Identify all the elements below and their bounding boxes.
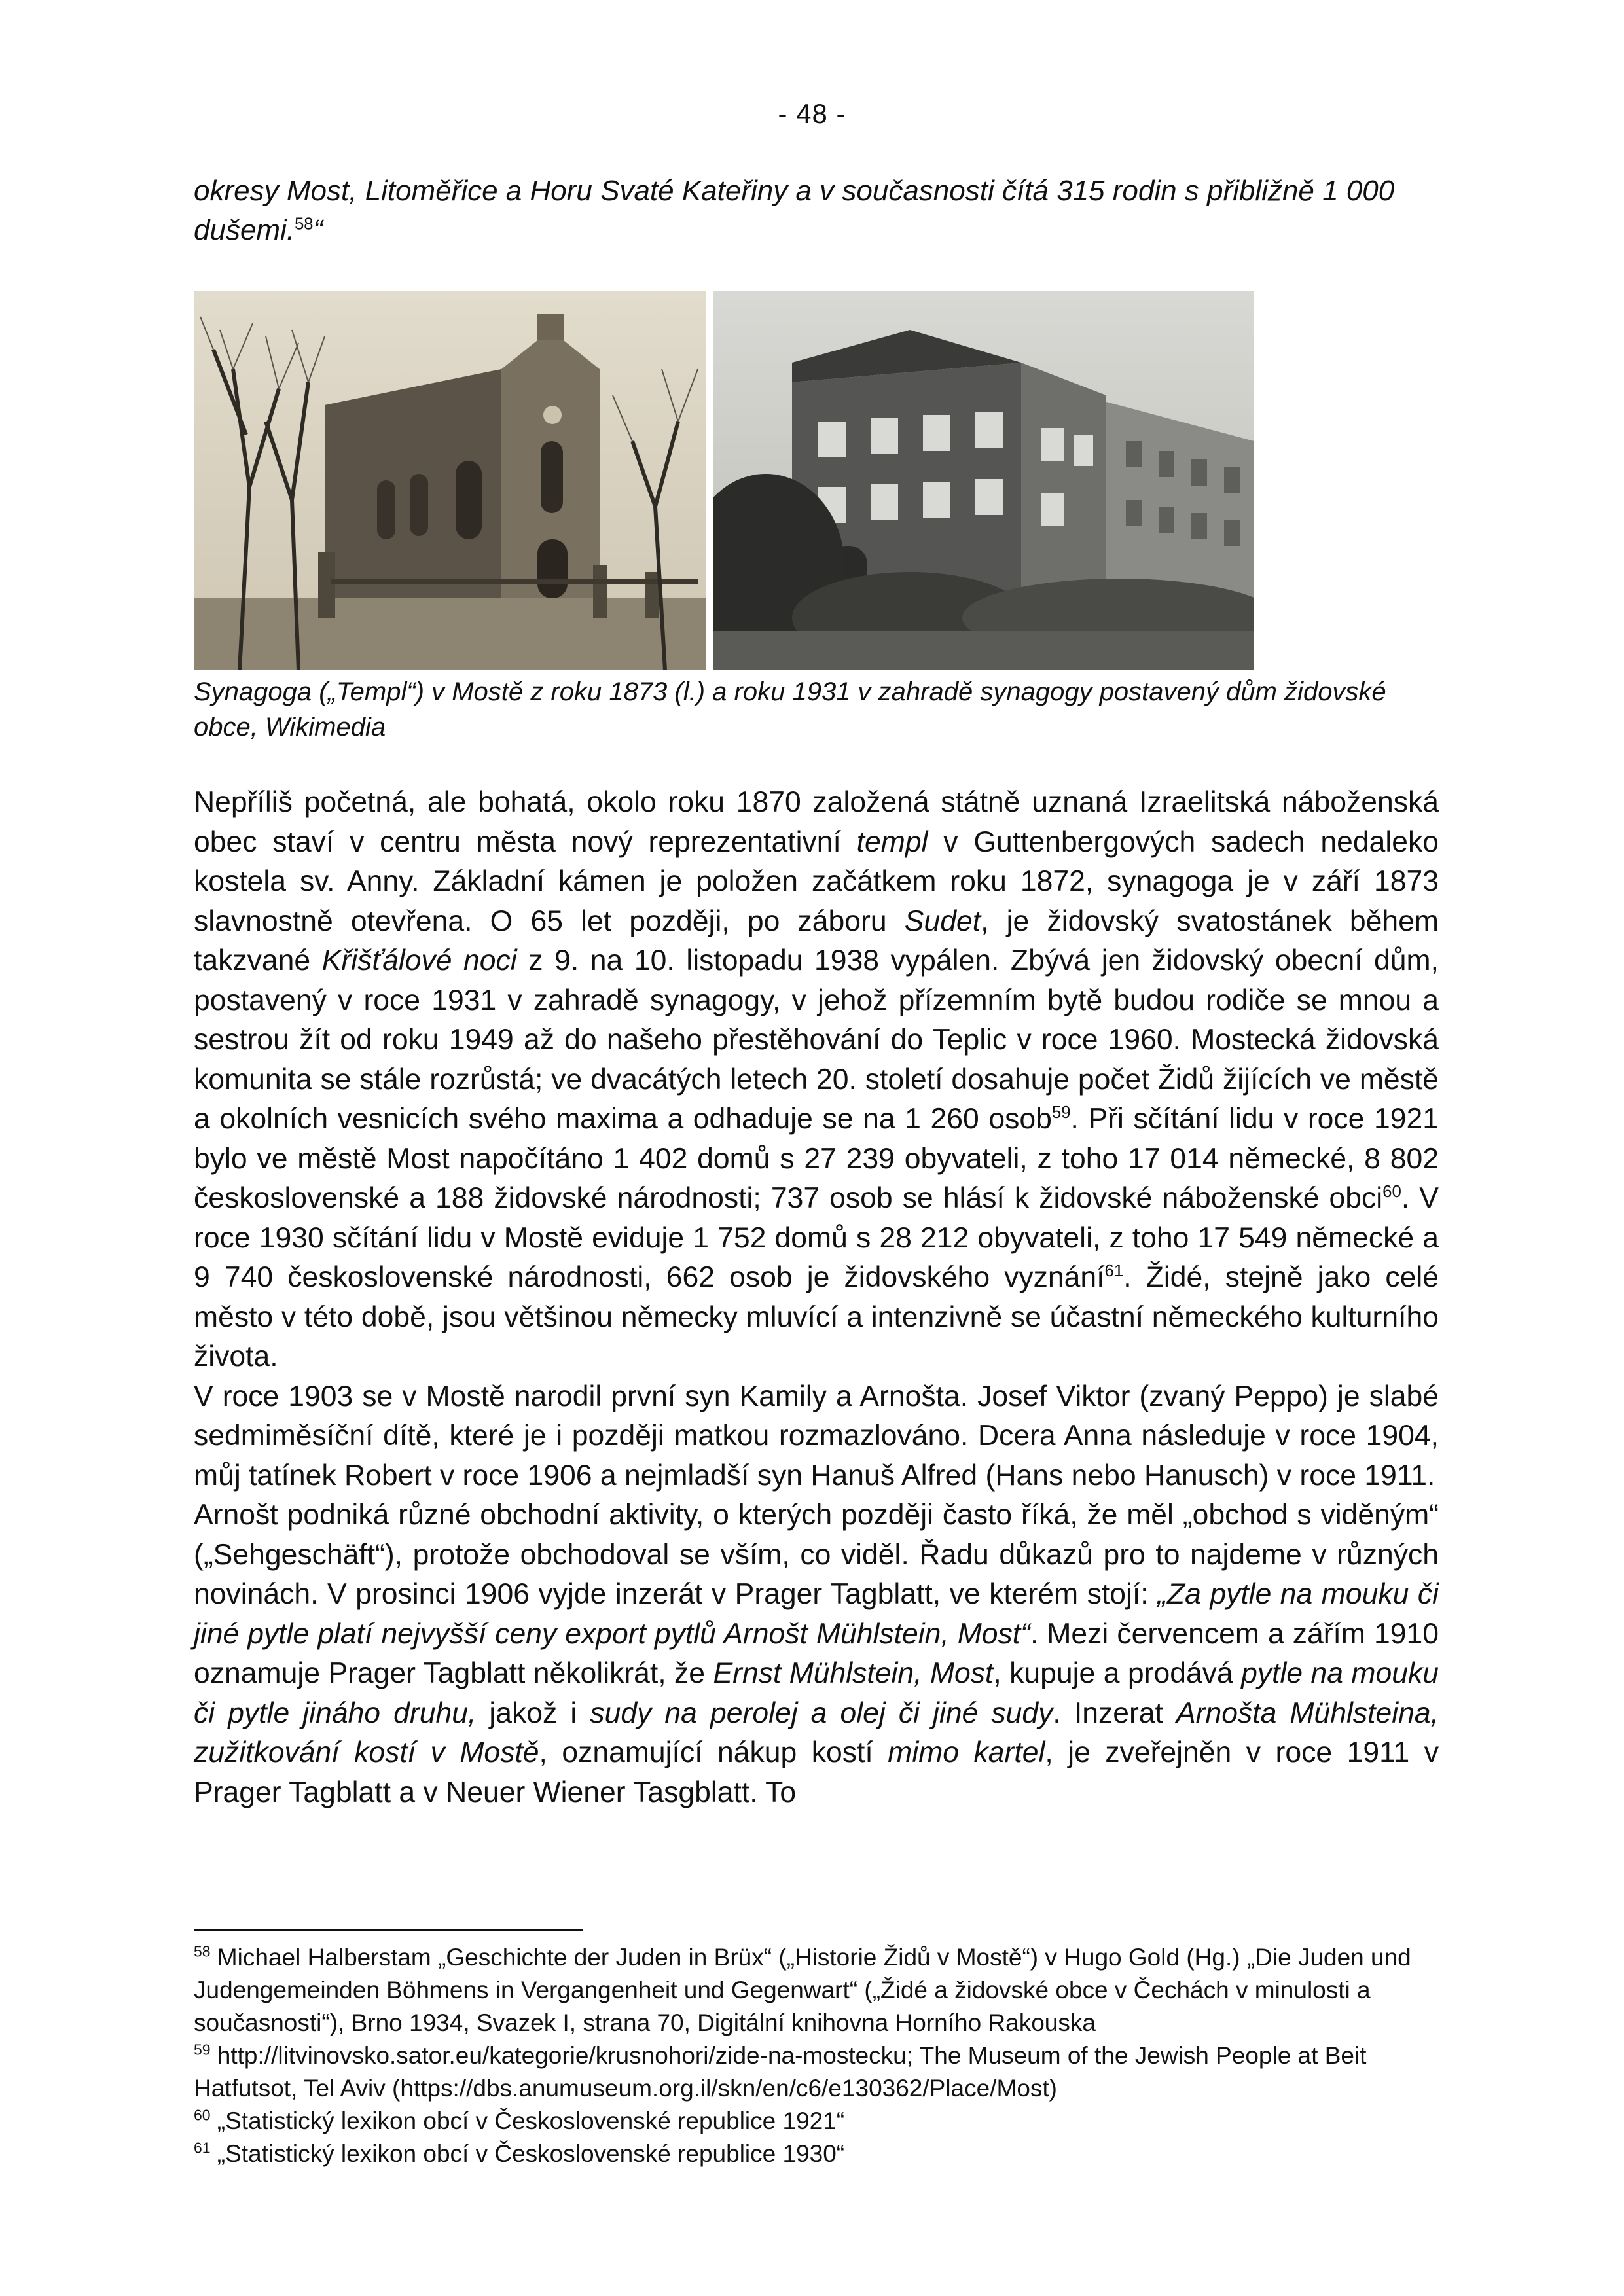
text-run: . Inzerat: [1053, 1696, 1176, 1729]
footnote-text: „Statistický lexikon obcí v Československé republice 1921“: [210, 2108, 845, 2134]
emphasis-mimo-kartel: mimo kartel: [888, 1736, 1045, 1768]
text-run: . V roce 1930 sčítání lidu v Mostě eviduje 1 752 domů s 28 212 obyvateli, z toho 17 549 německé a 9 740 československé národnosti, 662 osob je židovského vyznání: [194, 1182, 1439, 1293]
text-run: , kupuje a prodává: [993, 1657, 1242, 1689]
text-run: , je židovský svatostánek během takzvané: [194, 905, 1439, 977]
emphasis-ernst-muhlstein: Ernst Mühlstein, Most: [713, 1657, 994, 1689]
text-run: jakož i: [476, 1696, 590, 1729]
footnote-ref-58: 58: [295, 215, 314, 234]
paragraph-synagogue-history: [194, 783, 1439, 1377]
paragraph-business: [194, 1496, 1439, 1812]
text-run: Nepříliš početná, ale bohatá, okolo roku 1870 založená státně uznaná Izraelitská náboženská obec staví v centru města nový reprezentativní: [194, 786, 1439, 858]
footnote-number: 58: [194, 1943, 211, 1960]
intro-text: okresy Most, Litoměřice a Horu Svaté Kateřiny a v současnosti čítá 315 rodin s přibližně 1 000 dušemi.: [194, 175, 1395, 246]
synagogue-photo: [194, 291, 706, 670]
emphasis-inzerat: Arnošta Mühlsteina, zužitkování kostí v Mostě: [194, 1696, 1439, 1768]
figure-caption: Synagoga („Templ“) v Mostě z roku 1873 (l.) a roku 1931 v zahradě synagogy postavený dům židovské obce, Wikimedia: [194, 677, 1386, 742]
emphasis-pytle: pytle na mouku či pytle jináho druhu,: [194, 1657, 1439, 1729]
footnote-ref-60: 60: [1382, 1183, 1401, 1202]
text-run: . Mezi červencem a zářím 1910 oznamuje Prager Tagblatt několikrát, že: [194, 1617, 1439, 1689]
community-house-photo-illustration: [713, 291, 1254, 670]
text-run: Arnošt podniká různé obchodní aktivity, o kterých později často říká, že měl „obchod s viděným“ („Sehgeschäft“), protože obchodoval se vším, co viděl. Řadu důkazů pro to najdeme v různých novinách. V prosinci 1906 vyjde inzerát v Prager Tagblatt, ve kterém stojí:: [194, 1499, 1439, 1610]
emphasis-templ: templ: [856, 825, 928, 858]
footnote-separator: [194, 1929, 583, 1931]
footnote-58: [194, 1941, 1451, 2039]
text-run: . Při sčítání lidu v roce 1921 bylo ve městě Most napočítáno 1 402 domů s 27 239 obyvateli, z toho 17 014 německé, 8 802 československé a 188 židovské národnosti; 737 osob se hlásí k židovské náboženské obci: [194, 1103, 1439, 1214]
text-run: . Židé, stejně jako celé město v této době, jsou většinou německy mluvící a intenzivně se účastní německého kulturního života.: [194, 1261, 1439, 1372]
footnote-number: 59: [194, 2041, 211, 2058]
footnote-text: Michael Halberstam „Geschichte der Juden in Brüx“ („Historie Židů v Mostě“) v Hugo Gold (Hg.) „Die Juden und Judengemeinden Böhmens in Vergangenheit und Gegenwart“ („Židé a židovské obce v Čechách v minulosti a současnosti“), Brno 1934, Svazek I, strana 70, Digitální knihovna Horního Rakouska: [194, 1944, 1411, 2036]
text-run: v Guttenbergových sadech nedaleko kostela sv. Anny. Základní kámen je položen začátkem roku 1872, synagoga je v září 1873 slavnostně otevřena. O 65 let později, po záboru: [194, 825, 1439, 937]
main-text: [194, 783, 1439, 1812]
text-run: z 9. na 10. listopadu 1938 vypálen. Zbývá jen židovský obecní dům, postavený v roce 1931 v zahradě synagogy, v jehož přízemním bytě budou rodiče se mnou a sestrou žít od roku 1949 až do našeho přestěhování do Teplic v roce 1960. Mostecká židovská komunita se stále rozrůstá; ve dvacátých letech 20. století dosahuje počet Židů žijících ve městě a okolních vesnicích svého maxima a odhaduje se na 1 260 osob: [194, 944, 1439, 1135]
footnote-59: [194, 2039, 1451, 2105]
intro-close-quote: “: [313, 214, 323, 246]
synagogue-photo-illustration: [194, 291, 706, 670]
intro-quote-continuation: [194, 171, 1437, 250]
footnote-number: 61: [194, 2139, 211, 2157]
emphasis-kristalova-noc: Křišťálové noci: [321, 944, 517, 977]
footnote-ref-61: 61: [1104, 1262, 1124, 1281]
emphasis-sudet: Sudet: [904, 905, 981, 937]
footnotes: [194, 1941, 1451, 2170]
footnote-61: [194, 2138, 1451, 2170]
emphasis-advert-quote: „Za pytle na mouku či jiné pytle platí nejvyšší ceny export pytlů Arnošt Mühlstein, Most“: [194, 1578, 1439, 1650]
footnote-ref-59: 59: [1051, 1103, 1071, 1122]
community-house-photo: [713, 291, 1254, 670]
footnote-60: [194, 2105, 1451, 2138]
paragraph-children: V roce 1903 se v Mostě narodil první syn Kamily a Arnošta. Josef Viktor (zvaný Peppo) je slabé sedmiměsíční dítě, které je i později matkou rozmazlováno. Dcera Anna následuje v roce 1904, můj tatínek Robert v roce 1906 a nejmladší syn Hanuš Alfred (Hans nebo Hanusch) v roce 1911.: [194, 1380, 1439, 1492]
footnote-text: http://litvinovsko.sator.eu/kategorie/krusnohori/zide-na-mostecku; The Museum of the Jewish People at Beit Hatfutsot, Tel Aviv (https://dbs.anumuseum.org.il/skn/en/c6/e130362/Place/Most): [194, 2042, 1367, 2102]
footnote-number: 60: [194, 2106, 211, 2124]
footnote-text: „Statistický lexikon obcí v Československé republice 1930“: [210, 2140, 845, 2167]
text-run: , je zveřejněn v roce 1911 v Prager Tagblatt a v Neuer Wiener Tasgblatt. To: [194, 1736, 1439, 1808]
emphasis-sudy: sudy na perolej a olej či jiné sudy: [590, 1696, 1053, 1729]
page-number: - 48 -: [778, 98, 846, 129]
text-run: , oznamující nákup kostí: [539, 1736, 888, 1768]
